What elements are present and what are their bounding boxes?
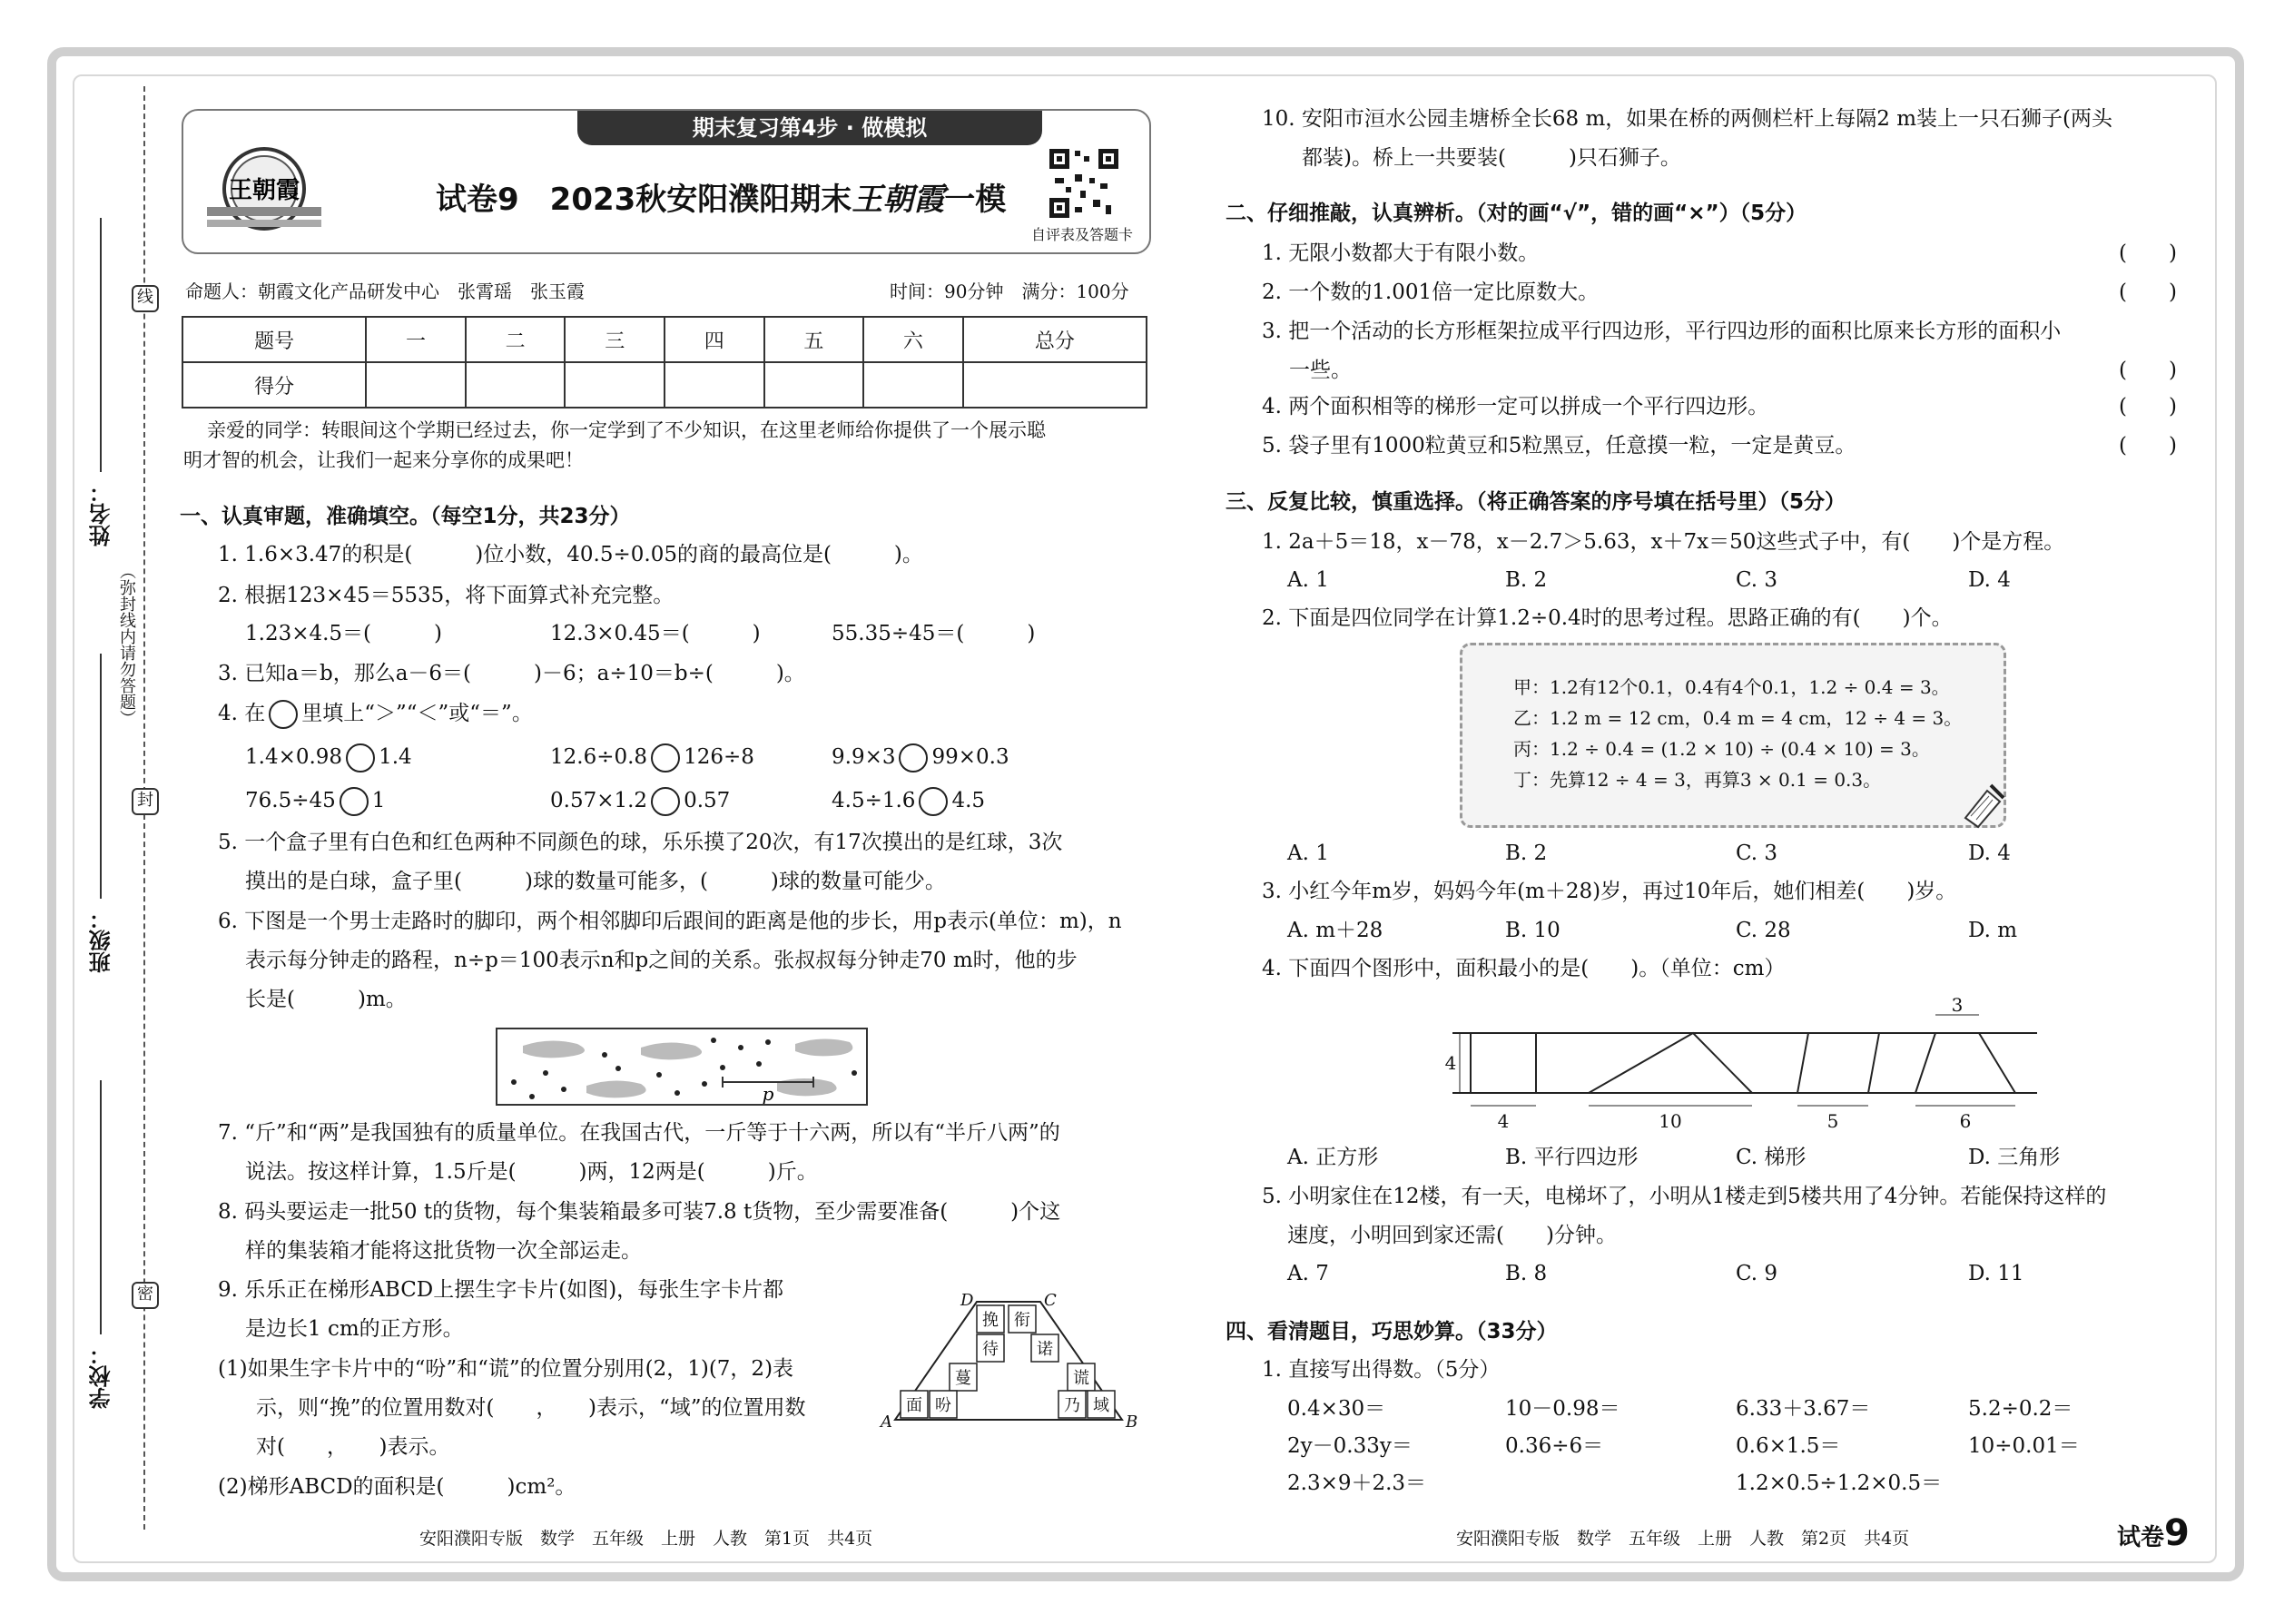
- calc-item[interactable]: 6.33＋3.67＝: [1736, 1397, 1871, 1421]
- choice-2: 2. 下面是四位同学在计算1.2÷0.4时的思考过程。思路正确的有( )个。: [1262, 606, 1953, 630]
- question-10: 都装)。桥上一共要装( )只石狮子。: [1302, 146, 1681, 170]
- card-char: 待: [982, 1340, 999, 1359]
- calc-item[interactable]: 0.4×30＝: [1287, 1397, 1386, 1421]
- score-row-label: 得分: [182, 362, 366, 408]
- school-field[interactable]: [100, 1080, 102, 1334]
- judge-5: 5. 袋子里有1000粒黄豆和5粒黑豆，任意摸一粒，一定是黄豆。: [1262, 434, 1856, 458]
- option[interactable]: C. 梯形: [1736, 1146, 1807, 1169]
- question-9: 9. 乐乐正在梯形ABCD上摆生字卡片(如图)，每张生字卡片都: [218, 1278, 784, 1302]
- compare-circle-icon[interactable]: [899, 743, 928, 773]
- calc-item[interactable]: 5.2÷0.2＝: [1968, 1397, 2073, 1421]
- intro-line: 亲爱的同学：转眼间这个学期已经过去，你一定学到了不少知识，在这里老师给你提供了一个展示聪: [207, 419, 1046, 441]
- dim-label: 4: [1444, 1052, 1457, 1074]
- answer-paren[interactable]: ( ): [2119, 359, 2177, 382]
- score-header: 四: [665, 317, 764, 362]
- compare-circle-icon[interactable]: [651, 787, 680, 816]
- option[interactable]: B. 10: [1505, 919, 1561, 942]
- judge-2: 2. 一个数的1.001倍一定比原数大。: [1262, 281, 1600, 304]
- question-9-part2: (2)梯形ABCD的面积是( )cm²。: [218, 1475, 576, 1499]
- compare-item: [550, 743, 754, 773]
- compare-right: 1.4: [379, 745, 412, 769]
- judge-3: 一些。: [1289, 359, 1352, 382]
- badge-number: 9: [2164, 1512, 2190, 1554]
- vertex-label: B: [1126, 1412, 1138, 1429]
- option[interactable]: D. 4: [1968, 568, 2011, 592]
- score-table: [182, 316, 1147, 408]
- logo-text: 王朝霞: [228, 177, 300, 204]
- paper-title-brand: 王朝霞: [852, 182, 945, 218]
- compare-right: 0.57: [684, 789, 731, 812]
- option[interactable]: D. m: [1968, 919, 2018, 942]
- question-5: 摸出的是白球，盒子里( )球的数量可能多，( )球的数量可能少。: [245, 870, 946, 893]
- question-2c: 55.35÷45＝( ): [832, 622, 1036, 645]
- score-header: 总分: [963, 317, 1147, 362]
- score-header: 六: [863, 317, 963, 362]
- score-cell[interactable]: [565, 362, 665, 408]
- name-field[interactable]: [100, 218, 102, 472]
- option[interactable]: C. 9: [1736, 1262, 1778, 1285]
- question-7: 7. “斤”和“两”是我国独有的质量单位。在我国古代，一斤等于十六两，所以有“半斤八两”的: [218, 1121, 1060, 1145]
- card-char: 诺: [1037, 1340, 1053, 1359]
- judge-4: 4. 两个面积相等的梯形一定可以拼成一个平行四边形。: [1262, 395, 1769, 418]
- question-9-part1: (1)如果生字卡片中的“吩”和“谎”的位置分别用(2，1)(7，2)表: [218, 1357, 794, 1381]
- answer-paren[interactable]: ( ): [2119, 395, 2177, 418]
- calc-instruction: 1. 直接写出得数。（5分）: [1262, 1358, 1501, 1382]
- score-cell[interactable]: [764, 362, 864, 408]
- school-label: 学校：: [89, 1343, 114, 1409]
- step-tag: 期末复习第4步 · 做模拟: [577, 111, 1042, 145]
- choice-1: 1. 2a＋5＝18，x－78，x－2.7＞5.63，x＋7x＝50这些式子中，有( )个是方程。: [1262, 530, 2065, 554]
- question-9-part1: 对( ， )表示。: [256, 1435, 450, 1459]
- note-line: 乙：1.2 m = 12 cm，0.4 m = 4 cm，12 ÷ 4 = 3。: [1513, 707, 1963, 729]
- score-header: 题号: [182, 317, 366, 362]
- option[interactable]: D. 4: [1968, 842, 2011, 865]
- pen-icon: [1960, 782, 2007, 832]
- judge-3: 3. 把一个活动的长方形框架拉成平行四边形，平行四边形的面积比原来长方形的面积小: [1262, 320, 2062, 343]
- qr-caption: 自评表及答题卡: [1031, 226, 1134, 243]
- score-header: 二: [466, 317, 566, 362]
- compare-right: 126÷8: [684, 745, 754, 769]
- card-char: 乃: [1064, 1396, 1080, 1415]
- vertex-label: A: [881, 1412, 892, 1429]
- score-header: 三: [565, 317, 665, 362]
- question-7: 说法。按这样计算，1.5斤是( )两，12两是( )斤。: [245, 1160, 818, 1184]
- calc-item[interactable]: 0.6×1.5＝: [1736, 1434, 1841, 1458]
- compare-left: 76.5÷45: [245, 789, 336, 812]
- dim-label: 3: [1951, 997, 1964, 1016]
- note-line: 丁：先算12 ÷ 4 = 3，再算3 × 0.1 = 0.3。: [1513, 769, 1882, 791]
- question-6: 表示每分钟走的路程，n÷p＝100表示n和p之间的关系。张叔叔每分钟走70 m时，他的步: [245, 949, 1078, 972]
- calc-item[interactable]: 2.3×9＋2.3＝: [1287, 1471, 1427, 1495]
- score-table-row: [182, 362, 1147, 408]
- option[interactable]: B. 8: [1505, 1262, 1548, 1285]
- card-char: 吩: [935, 1396, 951, 1415]
- score-cell[interactable]: [863, 362, 963, 408]
- compare-right: 4.5: [951, 789, 986, 812]
- option[interactable]: A. 1: [1287, 842, 1329, 865]
- question-2: 2. 根据123×45＝5535，将下面算式补充完整。: [218, 584, 674, 607]
- calc-item[interactable]: 10÷0.01＝: [1968, 1434, 2080, 1458]
- seal-mark-seal: 封: [132, 788, 159, 815]
- question-10: 10. 安阳市洹水公园圭塘桥全长68 m，如果在桥的两侧栏杆上每隔2 m装上一只石狮子(两头: [1262, 107, 2113, 131]
- question-4-prefix: 4. 在: [218, 702, 266, 725]
- page-footer-left: 安阳濮阳专版 数学 五年级 上册 人教 第1页 共4页: [419, 1529, 873, 1549]
- score-table-header-row: [182, 317, 1147, 362]
- compare-right: 99×0.3: [931, 745, 1009, 769]
- dim-label: 10: [1659, 1110, 1682, 1132]
- question-6: 6. 下图是一个男士走路时的脚印，两个相邻脚印后跟间的距离是他的步长，用p表示(单位：m)，n: [218, 910, 1122, 933]
- option[interactable]: B. 2: [1505, 568, 1548, 592]
- question-8: 样的集装箱才能将这批货物一次全部运走。: [245, 1239, 642, 1263]
- question-3: 3. 已知a＝b，那么a－6＝( )－6；a÷10＝b÷( )。: [218, 662, 805, 685]
- question-2b: 12.3×0.45＝( ): [550, 622, 761, 645]
- option[interactable]: C. 28: [1736, 919, 1791, 942]
- note-line: 丙：1.2 ÷ 0.4 = (1.2 × 10) ÷ (0.4 × 10) = 3。: [1513, 738, 1930, 760]
- option[interactable]: D. 三角形: [1968, 1146, 2061, 1169]
- question-4-suffix: 里填上“＞”“＜”或“＝”。: [301, 702, 533, 725]
- card-char: 域: [1093, 1396, 1109, 1415]
- dim-label: 4: [1497, 1110, 1510, 1132]
- compare-left: 1.4×0.98: [245, 745, 343, 769]
- option[interactable]: A. 7: [1287, 1262, 1329, 1285]
- paper-header: [182, 109, 1151, 254]
- option[interactable]: A. 正方形: [1287, 1146, 1379, 1169]
- question-4: [218, 700, 533, 729]
- seal-note: （弥封线内请勿答题）: [117, 563, 136, 726]
- answer-paren[interactable]: ( ): [2119, 241, 2177, 265]
- choice-3: 3. 小红今年m岁，妈妈今年(m＋28)岁，再过10年后，她们相差( )岁。: [1262, 880, 1957, 903]
- option[interactable]: B. 平行四边形: [1505, 1146, 1639, 1169]
- answer-paren[interactable]: ( ): [2119, 281, 2177, 304]
- paper-time: 时间：90分钟 满分：100分: [890, 281, 1129, 302]
- section-4-heading: 四、看清题目，巧思妙算。（33分）: [1226, 1320, 1558, 1343]
- compare-left: 12.6÷0.8: [550, 745, 648, 769]
- question-2a: 1.23×4.5＝( ): [245, 622, 443, 645]
- thinking-note: [1460, 643, 2006, 828]
- paper-number-badge: [2117, 1512, 2190, 1554]
- compare-right: 1: [371, 789, 386, 812]
- badge-label: 试卷: [2117, 1524, 2165, 1551]
- judge-1: 1. 无限小数都大于有限小数。: [1262, 241, 1540, 265]
- compare-left: 0.57×1.2: [550, 789, 648, 812]
- choice-5: 速度，小明回到家还需( )分钟。: [1287, 1224, 1617, 1247]
- compare-circle-icon: [269, 700, 298, 729]
- vertex-label: C: [1044, 1293, 1057, 1310]
- score-cell[interactable]: [466, 362, 566, 408]
- trapezoid-figure: [877, 1293, 1140, 1429]
- score-header: 五: [764, 317, 864, 362]
- question-5: 5. 一个盒子里有白色和红色两种不同颜色的球，乐乐摸了20次，有17次摸出的是红球，3次: [218, 831, 1063, 854]
- intro-line: 明才智的机会，让我们一起来分享你的成果吧！: [183, 449, 584, 471]
- step-length-label: p: [762, 1083, 774, 1105]
- vertex-label: D: [960, 1293, 974, 1310]
- class-field[interactable]: [100, 654, 102, 899]
- compare-circle-icon[interactable]: [340, 787, 369, 816]
- seal-mark-line: 线: [132, 285, 159, 312]
- paper-title: [436, 174, 1006, 219]
- question-1: 1. 1.6×3.47的积是( )位小数，40.5÷0.05的商的最高位是( )。: [218, 543, 923, 566]
- name-label: 姓名：: [89, 481, 114, 546]
- compare-circle-icon[interactable]: [919, 787, 948, 816]
- compare-circle-icon[interactable]: [346, 743, 375, 773]
- option[interactable]: B. 2: [1505, 842, 1548, 865]
- compare-circle-icon[interactable]: [651, 743, 680, 773]
- footprint-figure: [496, 1028, 868, 1106]
- card-char: 面: [906, 1396, 922, 1415]
- question-9-part1: 示，则“挽”的位置用数对( ， )表示，“域”的位置用数: [256, 1396, 806, 1420]
- class-label: 班级：: [89, 908, 114, 973]
- qr-code[interactable]: [1048, 147, 1120, 220]
- option[interactable]: A. 1: [1287, 568, 1329, 592]
- calc-item[interactable]: 10－0.98＝: [1505, 1397, 1620, 1421]
- question-9: 是边长1 cm的正方形。: [245, 1317, 464, 1341]
- calc-item[interactable]: 2y－0.33y＝: [1287, 1434, 1413, 1458]
- page-footer-right: 安阳濮阳专版 数学 五年级 上册 人教 第2页 共4页: [1456, 1529, 1910, 1549]
- compare-left: 9.9×3: [832, 745, 896, 769]
- question-6: 长是( )m。: [245, 988, 407, 1011]
- answer-paren[interactable]: ( ): [2119, 434, 2177, 458]
- option[interactable]: D. 11: [1968, 1262, 2024, 1285]
- card-char: 谎: [1073, 1369, 1089, 1388]
- seal-mark-dense: 密: [132, 1282, 159, 1309]
- option[interactable]: C. 3: [1736, 568, 1778, 592]
- option[interactable]: C. 3: [1736, 842, 1778, 865]
- option[interactable]: A. m＋28: [1287, 919, 1383, 942]
- compare-item: [245, 787, 385, 816]
- calc-item[interactable]: 1.2×0.5÷1.2×0.5＝: [1736, 1471, 1943, 1495]
- section-2-heading: 二、仔细推敲，认真辨析。（对的画“√”，错的画“×”）（5分）: [1226, 202, 1807, 225]
- dim-label: 6: [1959, 1110, 1972, 1132]
- choice-5: 5. 小明家住在12楼，有一天，电梯坏了，小明从1楼走到5楼共用了4分钟。若能保持这样的: [1262, 1185, 2107, 1208]
- calc-item[interactable]: 0.36÷6＝: [1505, 1434, 1604, 1458]
- paper-authors: 命题人：朝霞文化产品研发中心 张霄瑶 张玉霞: [185, 281, 585, 302]
- paper-title-suffix: 一模: [944, 182, 1007, 218]
- score-cell[interactable]: [963, 362, 1147, 408]
- note-line: 甲：1.2有12个0.1，0.4有4个0.1，1.2 ÷ 0.4 = 3。: [1513, 676, 1950, 698]
- paper-title-main: 试卷9 2023秋安阳濮阳期末: [436, 182, 852, 218]
- question-8: 8. 码头要运走一批50 t的货物，每个集装箱最多可装7.8 t货物，至少需要准备( )个这: [218, 1200, 1061, 1224]
- section-1-heading: 一、认真审题，准确填空。（每空1分，共23分）: [180, 505, 631, 528]
- dim-label: 5: [1826, 1110, 1839, 1132]
- brand-logo: [205, 143, 323, 234]
- score-cell[interactable]: [665, 362, 764, 408]
- score-cell[interactable]: [366, 362, 466, 408]
- card-char: 挽: [982, 1311, 999, 1330]
- shapes-figure: [1434, 997, 2043, 1133]
- compare-item: [245, 743, 412, 773]
- section-3-heading: 三、反复比较，慎重选择。（将正确答案的序号填在括号里）（5分）: [1226, 490, 1846, 514]
- score-header: 一: [366, 317, 466, 362]
- compare-item: [550, 787, 730, 816]
- compare-left: 4.5÷1.6: [832, 789, 916, 812]
- card-char: 蔓: [955, 1369, 971, 1388]
- compare-item: [832, 743, 1009, 773]
- compare-item: [832, 787, 985, 816]
- choice-4: 4. 下面四个图形中，面积最小的是( )。（单位：cm）: [1262, 957, 1786, 980]
- card-char: 衔: [1014, 1311, 1030, 1330]
